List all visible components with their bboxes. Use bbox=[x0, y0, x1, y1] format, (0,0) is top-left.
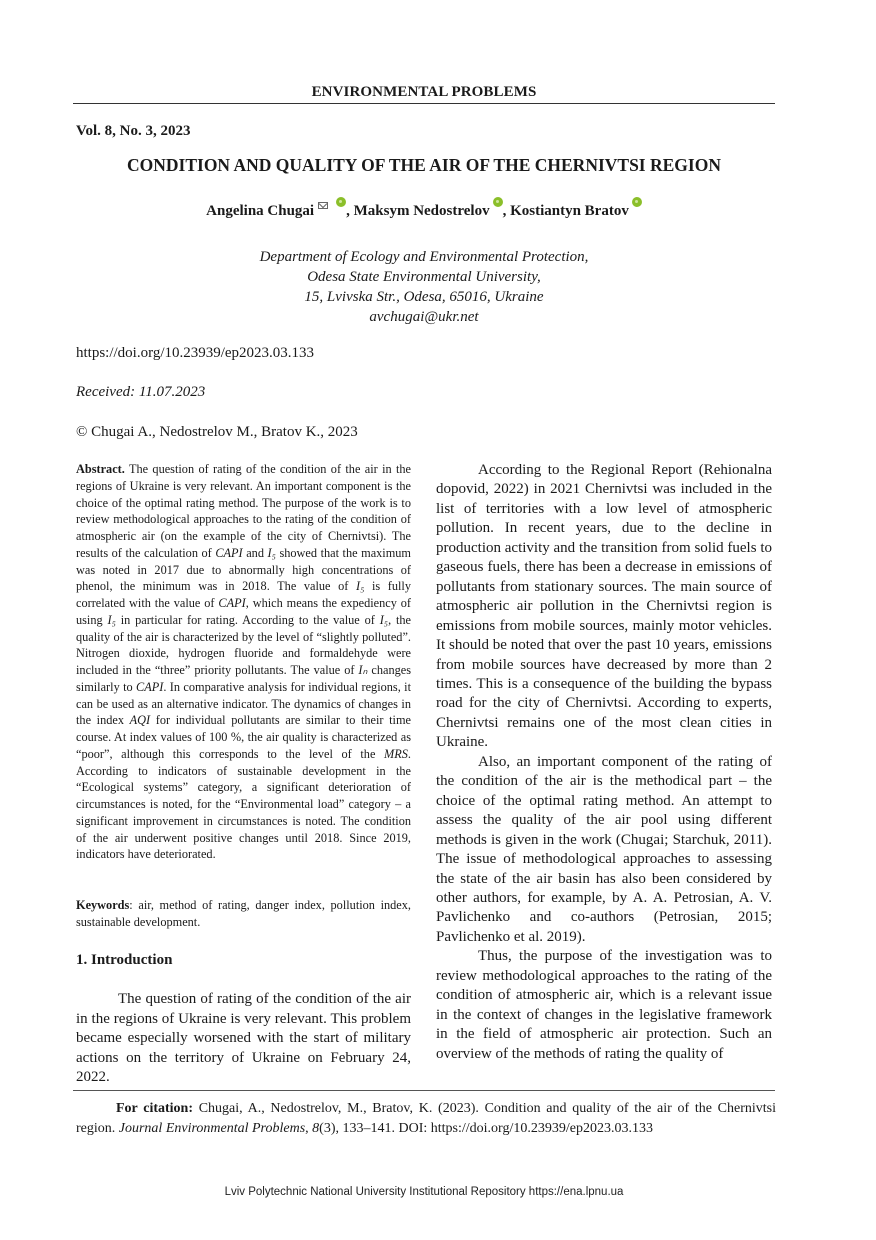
abstract-label: Abstract. bbox=[76, 462, 125, 476]
affiliation-address: 15, Lvivska Str., Odesa, 65016, Ukraine bbox=[304, 289, 544, 305]
abstract-run: , which means the expediency of using bbox=[76, 596, 411, 627]
abstract-term: I₅ bbox=[355, 579, 365, 594]
abstract-term: CAPI bbox=[218, 596, 246, 610]
affiliation-department: Department of Ecology and Environmental Protection, bbox=[259, 249, 589, 265]
abstract-run: , the quality of the air is characterized by the level of “slightly polluted”. Nitrogen dioxide, hydrogen fluoride and formaldehyde were included in the “three” priority pollutants. The value of bbox=[76, 612, 411, 677]
author-name: Kostiantyn Bratov bbox=[510, 203, 629, 219]
abstract-term: Iₙ bbox=[358, 663, 368, 677]
journal-header: ENVIRONMENTAL PROBLEMS bbox=[311, 84, 537, 100]
right-column bbox=[436, 461, 772, 1064]
body-paragraph: According to the Regional Report (Rehionalna dopovid, 2022) in 2021 Chernivtsi was included in the list of territories with a low level of atmospheric pollution. In recent years, due to the decline in production activity and the transition from solid fuels to gaseous fuels, there has been a decrease in emissions of pollutants from stationary sources. The main source of atmospheric air pollution in the Chernivtsi region is emissions from mobile sources, mainly motor vehicles. It should be noted that over the past 10 years, emissions from mobile sources have decreased by more than 2 times. This is a consequence of the building the bypass road for the city of Chernivtsi. According to experts, Chernivtsi remains one of the most clean cities in Ukraine. bbox=[436, 462, 772, 751]
mail-icon[interactable] bbox=[318, 202, 328, 209]
citation-label: For citation: bbox=[116, 1101, 193, 1116]
author-separator: , bbox=[346, 203, 354, 219]
abstract-run: in particular for rating. According to the value of bbox=[115, 612, 380, 627]
body-paragraph: Thus, the purpose of the investigation was to review methodological approaches to the rating of the condition of atmospheric air, which is a relevant issue in the context of changes in the legislative framework in the field of atmospheric air protection. Such an overview of the methods of rating the quality of bbox=[436, 948, 772, 1062]
abstract-run: . According to indicators of sustainable development in the “Ecological systems” category, a significant deterioration of circumstances is noted, for the “Environmental load” category – a significant improvement in circumstances is noted. The condition of the air underwent positive changes until 2018. Since 2019, indicators have deteriorated. bbox=[76, 746, 411, 862]
author-name: Angelina Chugai bbox=[206, 203, 315, 219]
article-title: CONDITION AND QUALITY OF THE AIR OF THE CHERNIVTSI REGION bbox=[127, 155, 721, 175]
affiliation bbox=[73, 247, 775, 327]
citation-authors: Chugai, A., Nedostrelov, M., Bratov, K. (2023). Condition and quality of the air of the Chernivtsi region. bbox=[76, 1101, 777, 1136]
abstract-term: I₅ bbox=[107, 612, 116, 627]
doi-link[interactable]: https://doi.org/10.23939/ep2023.03.133 bbox=[76, 345, 315, 361]
abstract-run: showed that the maximum was noted in 2017 due to abnormally high concentrations of phenol, the minimum was in 2018. The value of bbox=[76, 545, 411, 594]
abstract-run: changes similarly to bbox=[76, 663, 411, 694]
copyright-notice: © Chugai A., Nedostrelov M., Bratov K., 2023 bbox=[76, 424, 358, 440]
volume-info: Vol. 8, No. 3, 2023 bbox=[76, 123, 191, 139]
citation-block bbox=[76, 1099, 776, 1139]
orcid-icon[interactable] bbox=[336, 197, 346, 207]
abstract-run: for individual pollutants are similar to their time course. At index values of 100 %, the air quality is characterized as “poor”, although this corresponds to the level of the bbox=[76, 713, 411, 761]
abstract bbox=[76, 461, 411, 863]
keywords bbox=[76, 897, 411, 931]
body-paragraph: Also, an important component of the rating of the condition of the air is the methodical part – the choice of the optimal rating method. An attempt to assess the quality of the air pool using different methods is given in the work (Chugai; Starchuk, 2011). The issue of methodological approaches to assessing the state of the air basin has also been considered by other authors, for example, by A. A. Petrosian, A. V. Pavlichenko and co-authors (Petrosian, 2015; Pavlichenko et al. 2019). bbox=[436, 753, 772, 945]
author-list bbox=[73, 203, 775, 220]
citation-separator: , bbox=[305, 1121, 313, 1136]
citation-journal: Journal Environmental Problems bbox=[118, 1121, 306, 1136]
header-divider bbox=[73, 103, 775, 104]
keywords-text: : air, method of rating, danger index, pollution index, sustainable development. bbox=[76, 898, 411, 929]
author-email[interactable]: avchugai@ukr.net bbox=[369, 309, 479, 325]
abstract-run: The question of rating of the condition of the air in the regions of Ukraine is very relevant. An important component is the choice of the optimal rating method. The purpose of the work is to review methodological approaches to the rating of the condition of atmospheric air (on the example of the city of Chernivtsi). The results of the calculation of bbox=[76, 462, 411, 560]
abstract-term: CAPI bbox=[136, 679, 164, 694]
abstract-run: and bbox=[242, 545, 268, 560]
abstract-run: . In comparative analysis for individual regions, it can be used as an alternative indicator. The dynamics of changes in the index bbox=[76, 679, 411, 728]
orcid-icon[interactable] bbox=[493, 197, 503, 207]
citation-issue-pages: (3), 133–141. DOI: https://doi.org/10.23939/ep2023.03.133 bbox=[319, 1121, 653, 1136]
abstract-text bbox=[76, 462, 411, 861]
abstract-term: MRS bbox=[384, 746, 408, 761]
abstract-term: I₅ bbox=[267, 545, 276, 560]
author-name: Maksym Nedostrelov bbox=[353, 203, 490, 219]
orcid-icon[interactable] bbox=[632, 197, 642, 207]
abstract-term: AQI bbox=[129, 713, 151, 728]
abstract-run: is fully correlated with the value of bbox=[76, 579, 411, 610]
abstract-term: CAPI bbox=[215, 545, 243, 560]
intro-paragraph: The question of rating of the condition of the air in the regions of Ukraine is very relevant. This problem became especially worsened with the start of military actions on the territory of Ukraine on February 24, 2022. bbox=[76, 991, 411, 1085]
citation-volume: 8 bbox=[312, 1121, 320, 1136]
received-date: Received: 11.07.2023 bbox=[76, 384, 206, 400]
repository-footer[interactable]: Lviv Polytechnic National University Institutional Repository https://ena.lpnu.ua bbox=[224, 1186, 624, 1198]
keywords-label: Keywords bbox=[76, 898, 130, 912]
author-separator: , bbox=[502, 203, 511, 219]
section-heading-introduction: 1. Introduction bbox=[76, 952, 173, 968]
affiliation-university: Odesa State Environmental University, bbox=[307, 269, 541, 285]
citation-divider bbox=[73, 1090, 775, 1091]
abstract-term: I₅ bbox=[379, 612, 389, 627]
